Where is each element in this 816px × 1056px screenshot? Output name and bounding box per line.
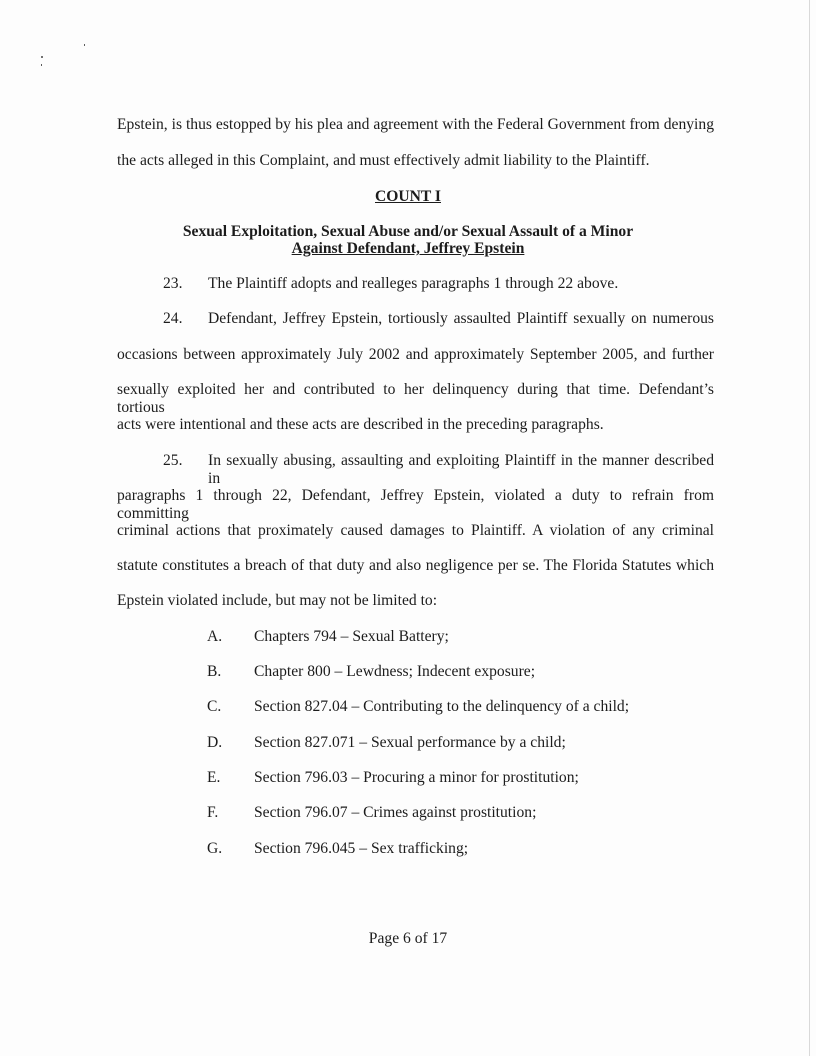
paragraph-24-line-2: occasions between approximately July 2002 and approximately September 2005, and further — [117, 346, 714, 363]
statute-letter: F. — [207, 804, 219, 821]
scan-speck — [41, 64, 42, 66]
paragraph-24-line-1: Defendant, Jeffrey Epstein, tortiously assaulted Plaintiff sexually on numerous — [208, 310, 714, 327]
statute-text: Section 796.03 – Procuring a minor for prostitution; — [254, 769, 579, 786]
statute-text: Section 827.04 – Contributing to the delinquency of a child; — [254, 698, 630, 715]
statute-letter: A. — [207, 628, 223, 645]
continuation-line-1: Epstein, is thus estopped by his plea and agreement with the Federal Government from denying — [117, 116, 714, 133]
paragraph-24-line-3: sexually exploited her and contributed to her delinquency during that time. Defendant’s tortious — [117, 381, 714, 416]
statute-text: Chapters 794 – Sexual Battery; — [254, 628, 449, 645]
statute-letter: E. — [207, 769, 221, 786]
paragraph-number: 25. — [163, 452, 183, 469]
statute-text: Section 796.045 – Sex trafficking; — [254, 840, 469, 857]
paragraph-25-line-5: Epstein violated include, but may not be limited to: — [117, 592, 438, 609]
count-subtitle-line-2: Against Defendant, Jeffrey Epstein — [291, 240, 525, 257]
statute-letter: B. — [207, 663, 222, 680]
statute-letter: C. — [207, 698, 222, 715]
continuation-line-2: the acts alleged in this Complaint, and must effectively admit liability to the Plaintiff. — [117, 152, 650, 169]
statute-text: Section 827.071 – Sexual performance by a child; — [254, 734, 566, 751]
scan-edge — [809, 0, 810, 1056]
scan-speck — [84, 44, 85, 46]
statute-text: Chapter 800 – Lewdness; Indecent exposure; — [254, 663, 536, 680]
paragraph-25-line-1: In sexually abusing, assaulting and exploiting Plaintiff in the manner described in — [208, 452, 714, 487]
paragraph-24-line-4: acts were intentional and these acts are described in the preceding paragraphs. — [117, 416, 604, 433]
paragraph-number: 23. — [163, 275, 183, 292]
paragraph-25-line-3: criminal actions that proximately caused damages to Plaintiff. A violation of any criminal — [117, 522, 714, 539]
paragraph-25-line-4: statute constitutes a breach of that duty and also negligence per se. The Florida Statutes which — [117, 557, 714, 574]
scan-speck — [41, 56, 43, 58]
page-number: Page 6 of 17 — [368, 930, 448, 947]
paragraph-number: 24. — [163, 310, 183, 327]
paragraph-23-line-1: The Plaintiff adopts and realleges paragraphs 1 through 22 above. — [208, 275, 619, 292]
statute-text: Section 796.07 – Crimes against prostitution; — [254, 804, 537, 821]
statute-letter: G. — [207, 840, 223, 857]
paragraph-25-line-2: paragraphs 1 through 22, Defendant, Jeffrey Epstein, violated a duty to refrain from committing — [117, 487, 714, 522]
statute-letter: D. — [207, 734, 223, 751]
count-heading: COUNT I — [375, 188, 441, 205]
count-subtitle-line-1: Sexual Exploitation, Sexual Abuse and/or Sexual Assault of a Minor — [182, 223, 634, 240]
